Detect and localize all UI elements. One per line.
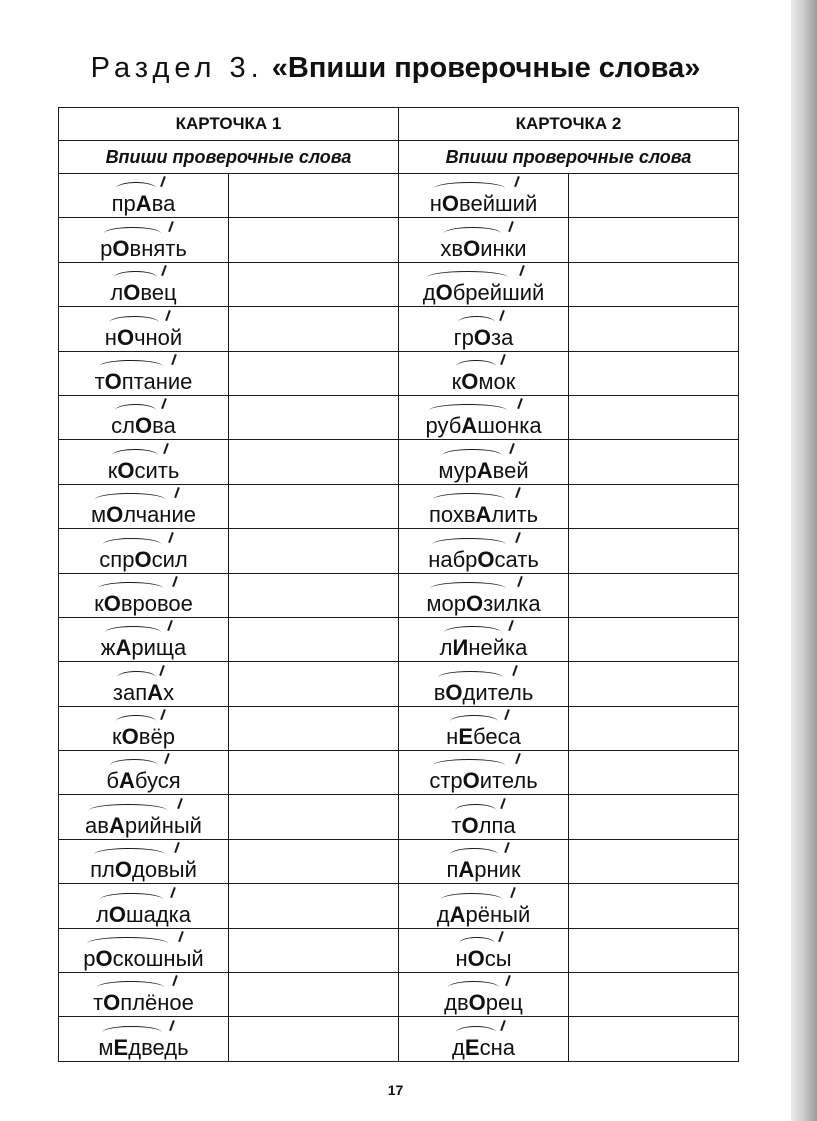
word-prefix: б — [106, 768, 119, 794]
word-suffix: довый — [132, 857, 197, 883]
word-prefix: пр — [111, 191, 136, 217]
word-suffix: мок — [478, 368, 516, 394]
unstressed-vowel: О — [116, 324, 135, 350]
unstressed-vowel: И — [452, 635, 469, 661]
word-with-stress-mark — [93, 990, 194, 1016]
word-with-stress-mark — [91, 502, 196, 528]
word-prefix: д — [436, 901, 450, 927]
card-1-answer-field[interactable] — [229, 928, 399, 972]
unstressed-vowel: А — [135, 191, 152, 217]
word-prefix: к — [107, 457, 118, 483]
word-prefix: т — [451, 812, 462, 838]
card-2-answer-field[interactable] — [569, 1017, 739, 1061]
unstressed-vowel: О — [121, 724, 139, 750]
word-suffix: вровое — [120, 590, 193, 616]
table-row — [59, 262, 739, 306]
card-2-word-cell — [399, 484, 569, 528]
word-prefix: зап — [112, 679, 148, 705]
card-2-answer-field[interactable] — [569, 973, 739, 1017]
unstressed-vowel: О — [95, 946, 113, 972]
word-suffix: ва — [152, 413, 176, 439]
card-2-answer-field[interactable] — [569, 795, 739, 839]
word-prefix: мур — [438, 457, 477, 483]
card-1-word-cell — [59, 395, 229, 439]
word-with-stress-mark — [440, 236, 526, 262]
word-suffix: рийный — [124, 812, 202, 838]
card-2-word-cell — [399, 751, 569, 795]
table-row — [59, 617, 739, 661]
word-with-stress-mark — [83, 946, 203, 972]
word-with-stress-mark — [105, 325, 182, 351]
word-suffix: дитель — [462, 679, 534, 705]
card-1-answer-field[interactable] — [229, 351, 399, 395]
word-suffix: внять — [129, 235, 187, 261]
unstressed-vowel: О — [461, 368, 479, 394]
word-with-stress-mark — [110, 280, 176, 306]
unstressed-vowel: О — [468, 990, 486, 1016]
card-2-answer-field[interactable] — [569, 174, 739, 218]
unstressed-vowel: О — [477, 546, 495, 572]
card-1-word-cell — [59, 751, 229, 795]
card-1-answer-field[interactable] — [229, 440, 399, 484]
card-2-answer-field[interactable] — [569, 617, 739, 661]
word-prefix: гр — [453, 324, 474, 350]
word-with-stress-mark — [451, 813, 515, 839]
word-prefix: п — [446, 857, 459, 883]
card-2-answer-field[interactable] — [569, 395, 739, 439]
unstressed-vowel: О — [435, 280, 453, 306]
card-1-word-cell — [59, 706, 229, 750]
word-prefix: т — [93, 990, 104, 1016]
card-2-answer-field[interactable] — [569, 218, 739, 262]
table-row — [59, 529, 739, 573]
unstressed-vowel: О — [106, 502, 124, 528]
word-with-stress-mark — [429, 768, 537, 794]
table-row — [59, 839, 739, 883]
card-1-answer-field[interactable] — [229, 307, 399, 351]
word-suffix: лпа — [478, 812, 516, 838]
card-1-answer-field[interactable] — [229, 884, 399, 928]
word-suffix: шадка — [125, 901, 192, 927]
card-2-word-cell — [399, 662, 569, 706]
card-1-word-cell — [59, 440, 229, 484]
card-2-word-cell — [399, 928, 569, 972]
word-prefix: к — [451, 368, 462, 394]
word-with-stress-mark — [455, 946, 511, 972]
word-prefix: т — [94, 368, 105, 394]
section-name: «Впиши проверочные слова» — [271, 52, 701, 84]
word-prefix: н — [429, 191, 442, 217]
table-row — [59, 973, 739, 1017]
table-row — [59, 751, 739, 795]
card-2-answer-field[interactable] — [569, 839, 739, 883]
word-suffix: вёр — [138, 724, 175, 750]
unstressed-vowel: О — [462, 768, 480, 794]
unstressed-vowel: А — [461, 413, 478, 439]
word-with-stress-mark — [437, 902, 530, 928]
card-1-word-cell — [59, 795, 229, 839]
unstressed-vowel: А — [118, 768, 135, 794]
unstressed-vowel: А — [475, 502, 492, 528]
word-suffix: шонка — [477, 413, 542, 439]
unstressed-vowel: О — [461, 812, 479, 838]
card-2-word-cell — [399, 395, 569, 439]
word-with-stress-mark — [430, 191, 537, 217]
card-1-word-cell — [59, 973, 229, 1017]
card-2-word-cell — [399, 884, 569, 928]
card-1-word-cell — [59, 262, 229, 306]
unstressed-vowel: О — [134, 546, 152, 572]
card-1-answer-field[interactable] — [229, 484, 399, 528]
unstressed-vowel: О — [135, 413, 153, 439]
word-prefix: руб — [425, 413, 462, 439]
unstressed-vowel: О — [467, 946, 485, 972]
table-row — [59, 662, 739, 706]
card-2-word-cell — [399, 262, 569, 306]
unstressed-vowel: О — [112, 235, 130, 261]
word-suffix: ва — [151, 191, 176, 217]
word-prefix: сл — [111, 413, 136, 439]
table-row — [59, 218, 739, 262]
card-1-answer-field[interactable] — [229, 529, 399, 573]
card-2-word-cell — [399, 218, 569, 262]
unstressed-vowel: А — [108, 812, 125, 838]
word-suffix: итель — [479, 768, 538, 794]
card-2-answer-field[interactable] — [569, 662, 739, 706]
card-2-answer-field[interactable] — [569, 529, 739, 573]
word-suffix: инки — [480, 235, 527, 261]
word-prefix: л — [439, 635, 453, 661]
table-row — [59, 928, 739, 972]
card-1-answer-field[interactable] — [229, 1017, 399, 1061]
page-title — [0, 50, 791, 86]
word-prefix: м — [91, 502, 107, 528]
word-with-stress-mark — [95, 369, 193, 395]
word-prefix: мор — [426, 590, 466, 616]
word-suffix: беса — [473, 724, 521, 750]
card-1-instruction: Впиши проверочные слова — [59, 141, 399, 174]
word-suffix: буся — [134, 768, 181, 794]
card-1-word-cell — [59, 839, 229, 883]
unstressed-vowel: О — [114, 857, 132, 883]
word-prefix: м — [98, 1034, 114, 1060]
word-with-stress-mark — [428, 547, 539, 573]
card-1-answer-field[interactable] — [229, 573, 399, 617]
word-suffix: вейший — [459, 191, 538, 217]
unstressed-vowel: О — [104, 368, 122, 394]
unstressed-vowel: О — [117, 457, 135, 483]
word-suffix: за — [491, 324, 514, 350]
word-prefix: стр — [429, 768, 463, 794]
word-prefix: д — [452, 1034, 465, 1060]
word-prefix: н — [104, 324, 117, 350]
card-2-answer-field[interactable] — [569, 484, 739, 528]
word-prefix: набр — [428, 546, 478, 572]
worksheet-table — [58, 107, 739, 1062]
unstressed-vowel: Е — [458, 724, 474, 750]
card-2-word-cell — [399, 351, 569, 395]
card-2-answer-field[interactable] — [569, 351, 739, 395]
card-2-answer-field[interactable] — [569, 307, 739, 351]
word-with-stress-mark — [434, 680, 534, 706]
word-with-stress-mark — [426, 591, 540, 617]
word-prefix: ж — [100, 635, 116, 661]
card-2-header: КАРТОЧКА 2 — [399, 108, 739, 141]
unstressed-vowel: О — [441, 191, 460, 217]
word-with-stress-mark — [113, 680, 174, 706]
card-1-answer-field[interactable] — [229, 395, 399, 439]
unstressed-vowel: О — [103, 990, 121, 1016]
word-suffix: рёный — [465, 901, 531, 927]
card-2-instruction: Впиши проверочные слова — [399, 141, 739, 174]
unstressed-vowel: О — [465, 590, 484, 616]
unstressed-vowel: Е — [464, 1034, 480, 1060]
word-with-stress-mark — [454, 325, 514, 351]
card-2-word-cell — [399, 529, 569, 573]
word-with-stress-mark — [98, 1035, 188, 1061]
word-suffix: птание — [121, 368, 193, 394]
page-number: 17 — [387, 1082, 404, 1098]
card-2-answer-field[interactable] — [569, 573, 739, 617]
card-1-answer-field[interactable] — [229, 174, 399, 218]
word-with-stress-mark — [112, 724, 175, 750]
word-suffix: рища — [131, 635, 187, 661]
word-with-stress-mark — [108, 458, 180, 484]
word-prefix: в — [433, 679, 446, 705]
table-row — [59, 706, 739, 750]
word-suffix: лить — [491, 502, 539, 528]
word-suffix: вей — [492, 457, 529, 483]
card-2-word-cell — [399, 973, 569, 1017]
word-prefix: к — [94, 590, 104, 616]
card-1-word-cell — [59, 484, 229, 528]
card-1-answer-field[interactable] — [229, 662, 399, 706]
card-2-word-cell — [399, 839, 569, 883]
section-label: Раздел 3. — [90, 52, 264, 84]
card-1-word-cell — [59, 307, 229, 351]
word-with-stress-mark — [99, 547, 187, 573]
word-with-stress-mark — [429, 502, 538, 528]
card-1-word-cell — [59, 573, 229, 617]
card-1-word-cell — [59, 884, 229, 928]
card-2-answer-field[interactable] — [569, 262, 739, 306]
table-row — [59, 884, 739, 928]
word-prefix: к — [112, 724, 122, 750]
word-prefix: р — [83, 946, 96, 972]
card-2-word-cell — [399, 1017, 569, 1061]
unstressed-vowel: О — [108, 901, 126, 927]
word-suffix: зилка — [483, 590, 541, 616]
card-1-answer-field[interactable] — [229, 751, 399, 795]
card-1-answer-field[interactable] — [229, 973, 399, 1017]
word-suffix: сна — [479, 1034, 515, 1060]
unstressed-vowel: А — [476, 457, 493, 483]
card-1-answer-field[interactable] — [229, 617, 399, 661]
word-prefix: похв — [428, 502, 476, 528]
word-with-stress-mark — [444, 990, 523, 1016]
card-2-word-cell — [399, 573, 569, 617]
word-prefix: хв — [440, 235, 464, 261]
unstressed-vowel: А — [458, 857, 475, 883]
card-2-word-cell — [399, 617, 569, 661]
word-suffix: х — [163, 679, 175, 705]
word-with-stress-mark — [85, 813, 202, 839]
word-with-stress-mark — [446, 857, 520, 883]
unstressed-vowel: О — [123, 280, 141, 306]
card-2-answer-field[interactable] — [569, 928, 739, 972]
card-1-answer-field[interactable] — [229, 839, 399, 883]
unstressed-vowel: О — [473, 324, 492, 350]
word-suffix: рник — [474, 857, 521, 883]
word-with-stress-mark — [106, 768, 180, 794]
word-with-stress-mark — [111, 413, 176, 439]
card-2-answer-field[interactable] — [569, 751, 739, 795]
word-suffix: рец — [485, 990, 523, 1016]
word-with-stress-mark — [90, 857, 197, 883]
word-with-stress-mark — [112, 191, 176, 217]
word-suffix: брейший — [452, 280, 545, 306]
card-1-word-cell — [59, 529, 229, 573]
word-suffix: дведь — [128, 1034, 189, 1060]
word-prefix: спр — [99, 546, 135, 572]
table-row — [59, 573, 739, 617]
card-2-word-cell — [399, 307, 569, 351]
word-suffix: лчание — [123, 502, 196, 528]
card-2-word-cell — [399, 795, 569, 839]
table-row — [59, 1017, 739, 1061]
card-1-word-cell — [59, 351, 229, 395]
card-1-word-cell — [59, 928, 229, 972]
card-1-answer-field[interactable] — [229, 262, 399, 306]
table-row — [59, 174, 739, 218]
card-2-answer-field[interactable] — [569, 706, 739, 750]
unstressed-vowel: О — [445, 679, 463, 705]
word-prefix: ав — [85, 812, 109, 838]
word-prefix: н — [455, 946, 468, 972]
card-1-answer-field[interactable] — [229, 706, 399, 750]
word-prefix: л — [95, 901, 109, 927]
word-prefix: р — [100, 235, 113, 261]
table-row — [59, 395, 739, 439]
table-row — [59, 307, 739, 351]
unstressed-vowel: О — [463, 235, 481, 261]
unstressed-vowel: А — [115, 635, 132, 661]
card-2-answer-field[interactable] — [569, 440, 739, 484]
word-prefix: пл — [90, 857, 115, 883]
word-prefix: н — [446, 724, 459, 750]
word-suffix: скошный — [112, 946, 204, 972]
card-1-word-cell — [59, 1017, 229, 1061]
unstressed-vowel: А — [147, 679, 164, 705]
word-suffix: сать — [494, 546, 539, 572]
word-with-stress-mark — [446, 724, 521, 750]
card-1-answer-field[interactable] — [229, 795, 399, 839]
table-row — [59, 795, 739, 839]
instruction-row — [59, 141, 739, 174]
card-1-header: КАРТОЧКА 1 — [59, 108, 399, 141]
word-suffix: вец — [140, 280, 177, 306]
word-with-stress-mark — [94, 591, 193, 617]
word-with-stress-mark — [452, 369, 516, 395]
card-1-answer-field[interactable] — [229, 218, 399, 262]
unstressed-vowel: Е — [113, 1034, 129, 1060]
word-suffix: нейка — [468, 635, 528, 661]
table-row — [59, 351, 739, 395]
card-1-word-cell — [59, 662, 229, 706]
card-2-word-cell — [399, 706, 569, 750]
word-with-stress-mark — [101, 635, 186, 661]
word-with-stress-mark — [440, 635, 528, 661]
word-suffix: сы — [484, 946, 512, 972]
word-suffix: сил — [151, 546, 188, 572]
word-with-stress-mark — [100, 236, 187, 262]
word-with-stress-mark — [452, 1035, 515, 1061]
card-2-answer-field[interactable] — [569, 884, 739, 928]
card-1-word-cell — [59, 617, 229, 661]
word-prefix: л — [110, 280, 124, 306]
table-row — [59, 440, 739, 484]
page-edge-shadow — [791, 0, 817, 1121]
header-row — [59, 108, 739, 141]
unstressed-vowel: О — [103, 590, 121, 616]
word-with-stress-mark — [438, 458, 528, 484]
word-prefix: д — [422, 280, 436, 306]
word-suffix: сить — [134, 457, 180, 483]
word-with-stress-mark — [423, 280, 545, 306]
card-1-word-cell — [59, 218, 229, 262]
word-suffix: чной — [134, 324, 183, 350]
table-row — [59, 484, 739, 528]
word-suffix: плёное — [120, 990, 194, 1016]
word-prefix: дв — [444, 990, 469, 1016]
word-with-stress-mark — [425, 413, 541, 439]
card-2-word-cell — [399, 440, 569, 484]
card-2-word-cell — [399, 174, 569, 218]
card-1-word-cell — [59, 174, 229, 218]
unstressed-vowel: А — [449, 901, 466, 927]
word-with-stress-mark — [96, 902, 191, 928]
